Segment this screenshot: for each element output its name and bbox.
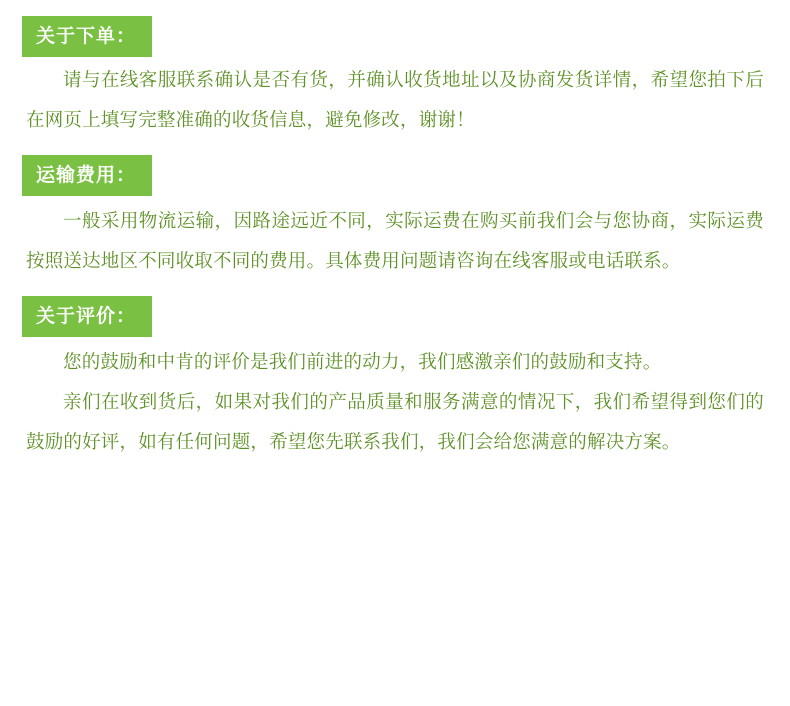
section-order-paragraph-1: 请与在线客服联系确认是否有货，并确认收货地址以及协商发货详情，希望您拍下后在网页上填写完整准确的收货信息，避免修改，谢谢！ bbox=[26, 70, 764, 131]
section-order bbox=[22, 10, 768, 141]
section-order-heading: 关于下单： bbox=[22, 16, 152, 57]
section-review-heading: 关于评价： bbox=[22, 296, 152, 337]
section-shipping-heading: 运输费用： bbox=[22, 155, 152, 196]
section-review-paragraph-2: 亲们在收到货后，如果对我们的产品质量和服务满意的情况下，我们希望得到您们的鼓励的好评，如有任何问题，希望您先联系我们，我们会给您满意的解决方案。 bbox=[26, 392, 764, 453]
section-review-paragraph-1: 您的鼓励和中肯的评价是我们前进的动力，我们感激亲们的鼓励和支持。 bbox=[63, 352, 662, 373]
section-shipping-paragraph-1: 一般采用物流运输，因路途远近不同，实际运费在购买前我们会与您协商，实际运费按照送达地区不同收取不同的费用。具体费用问题请咨询在线客服或电话联系。 bbox=[26, 211, 764, 272]
section-review bbox=[22, 282, 768, 463]
section-shipping bbox=[22, 141, 768, 282]
